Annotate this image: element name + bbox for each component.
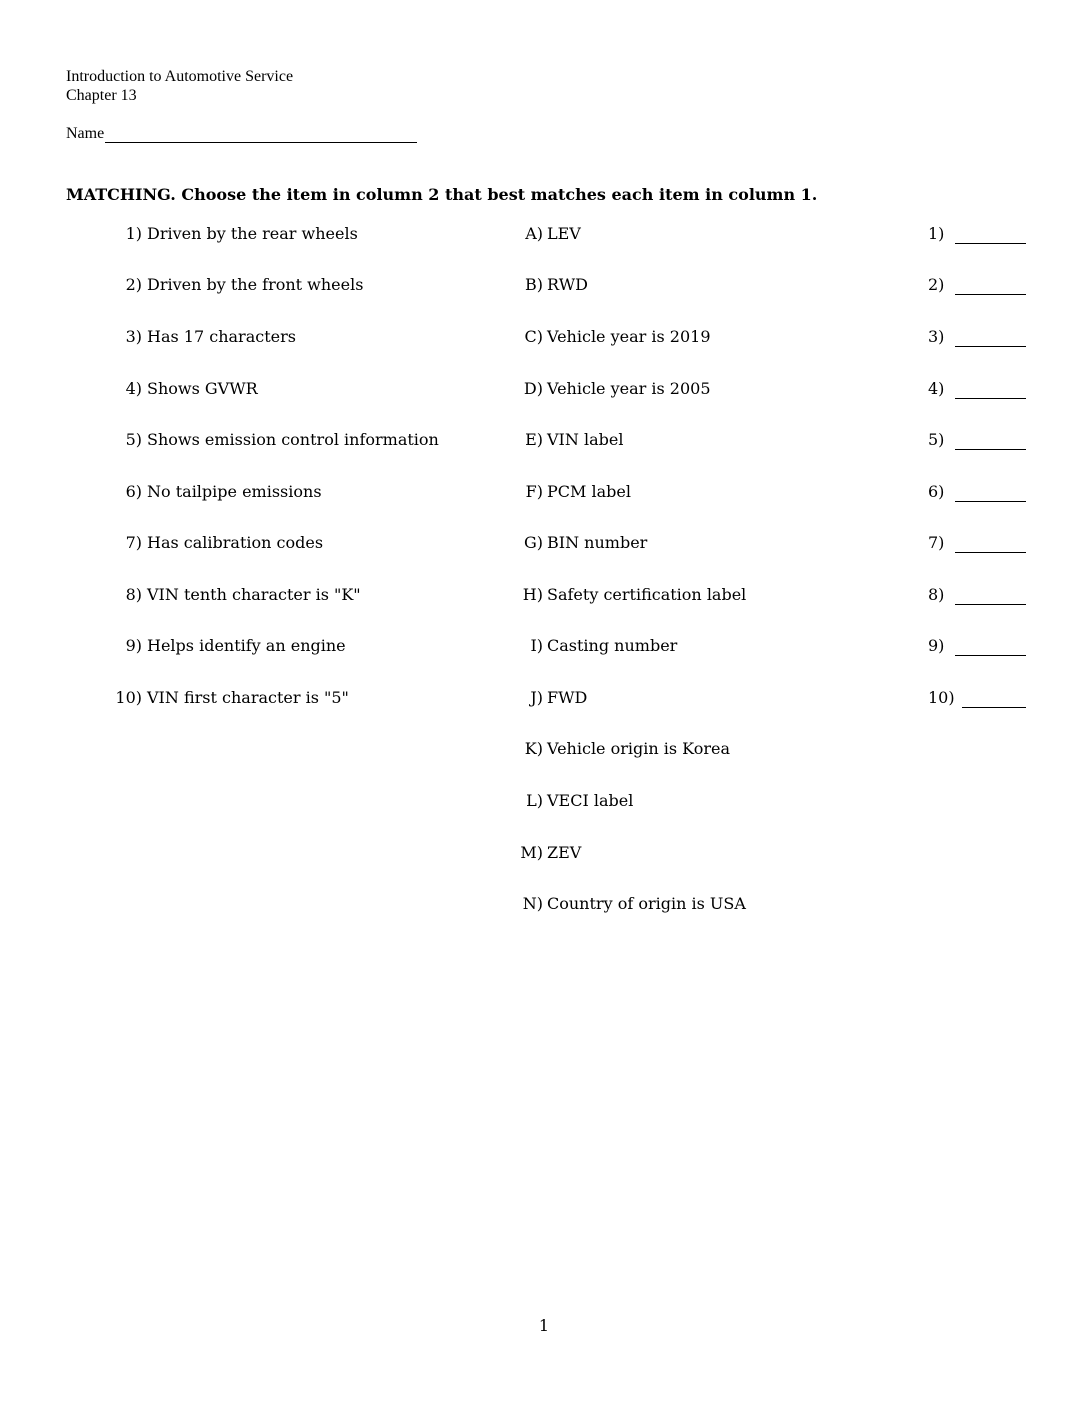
answer-number: 5) <box>928 430 945 449</box>
item-text: Driven by the front wheels <box>147 275 364 294</box>
choice-letter: J) <box>530 688 543 707</box>
choice-letter: K) <box>524 739 543 758</box>
choice-text: ZEV <box>547 843 582 862</box>
choice-row <box>0 789 1088 813</box>
answer-number: 4) <box>928 379 945 398</box>
matching-row <box>0 634 1088 658</box>
answer-number: 1) <box>928 224 945 243</box>
name-label: Name <box>66 125 105 142</box>
choice-letter: I) <box>530 636 543 655</box>
choice-letter: G) <box>523 533 543 552</box>
choice-text: PCM label <box>547 482 631 501</box>
answer-blank[interactable] <box>955 655 1026 656</box>
answer-blank[interactable] <box>962 707 1026 708</box>
answer-number: 9) <box>928 636 945 655</box>
choice-row <box>0 892 1088 916</box>
answer-number: 10) <box>928 688 955 707</box>
matching-row <box>0 325 1088 349</box>
item-number: 5) <box>125 430 142 449</box>
answer-number: 8) <box>928 585 945 604</box>
answer-blank[interactable] <box>955 604 1026 605</box>
choice-letter: C) <box>524 327 543 346</box>
answer-blank[interactable] <box>955 346 1026 347</box>
instructions: MATCHING. Choose the item in column 2 that best matches each item in column 1. <box>66 185 818 204</box>
choice-text: VIN label <box>547 430 624 449</box>
item-text: VIN tenth character is "K" <box>147 585 361 604</box>
choice-letter: H) <box>522 585 543 604</box>
chapter-title: Chapter 13 <box>66 87 137 104</box>
item-text: Has calibration codes <box>147 533 324 552</box>
item-text: Driven by the rear wheels <box>147 224 358 243</box>
item-number: 7) <box>125 533 142 552</box>
item-number: 3) <box>125 327 142 346</box>
choice-text: Casting number <box>547 636 678 655</box>
choice-text: LEV <box>547 224 581 243</box>
choice-text: RWD <box>547 275 588 294</box>
answer-blank[interactable] <box>955 449 1026 450</box>
answer-blank[interactable] <box>955 294 1026 295</box>
item-text: Helps identify an engine <box>147 636 346 655</box>
item-text: VIN first character is "5" <box>147 688 349 707</box>
item-number: 8) <box>125 585 142 604</box>
answer-number: 7) <box>928 533 945 552</box>
choice-text: VECI label <box>547 791 634 810</box>
choice-row <box>0 737 1088 761</box>
choice-text: Country of origin is USA <box>547 894 746 913</box>
matching-row <box>0 531 1088 555</box>
matching-row <box>0 583 1088 607</box>
answer-blank[interactable] <box>955 552 1026 553</box>
choice-text: Vehicle year is 2005 <box>547 379 711 398</box>
choice-letter: N) <box>522 894 543 913</box>
choice-text: FWD <box>547 688 588 707</box>
item-text: No tailpipe emissions <box>147 482 322 501</box>
item-text: Has 17 characters <box>147 327 296 346</box>
answer-blank[interactable] <box>955 398 1026 399</box>
choice-text: Vehicle year is 2019 <box>547 327 711 346</box>
choice-text: BIN number <box>547 533 648 552</box>
item-text: Shows GVWR <box>147 379 258 398</box>
matching-row <box>0 273 1088 297</box>
answer-number: 2) <box>928 275 945 294</box>
item-number: 9) <box>125 636 142 655</box>
choice-text: Safety certification label <box>547 585 747 604</box>
item-number: 6) <box>125 482 142 501</box>
name-field[interactable] <box>105 124 417 143</box>
matching-row <box>0 428 1088 452</box>
choice-letter: M) <box>520 843 543 862</box>
matching-row <box>0 222 1088 246</box>
item-number: 4) <box>125 379 142 398</box>
choice-row <box>0 841 1088 865</box>
answer-number: 6) <box>928 482 945 501</box>
choice-letter: A) <box>525 224 543 243</box>
choice-letter: F) <box>525 482 543 501</box>
item-text: Shows emission control information <box>147 430 439 449</box>
answer-number: 3) <box>928 327 945 346</box>
matching-row <box>0 480 1088 504</box>
item-number: 1) <box>125 224 142 243</box>
name-row <box>66 124 417 143</box>
item-number: 10) <box>115 688 142 707</box>
choice-letter: D) <box>523 379 543 398</box>
matching-row <box>0 686 1088 710</box>
choice-text: Vehicle origin is Korea <box>547 739 730 758</box>
choice-letter: B) <box>525 275 543 294</box>
item-number: 2) <box>125 275 142 294</box>
choice-letter: E) <box>525 430 543 449</box>
choice-letter: L) <box>526 791 543 810</box>
matching-row <box>0 377 1088 401</box>
answer-blank[interactable] <box>955 501 1026 502</box>
course-title: Introduction to Automotive Service <box>66 68 294 85</box>
page-number: 1 <box>538 1316 550 1335</box>
answer-blank[interactable] <box>955 243 1026 244</box>
